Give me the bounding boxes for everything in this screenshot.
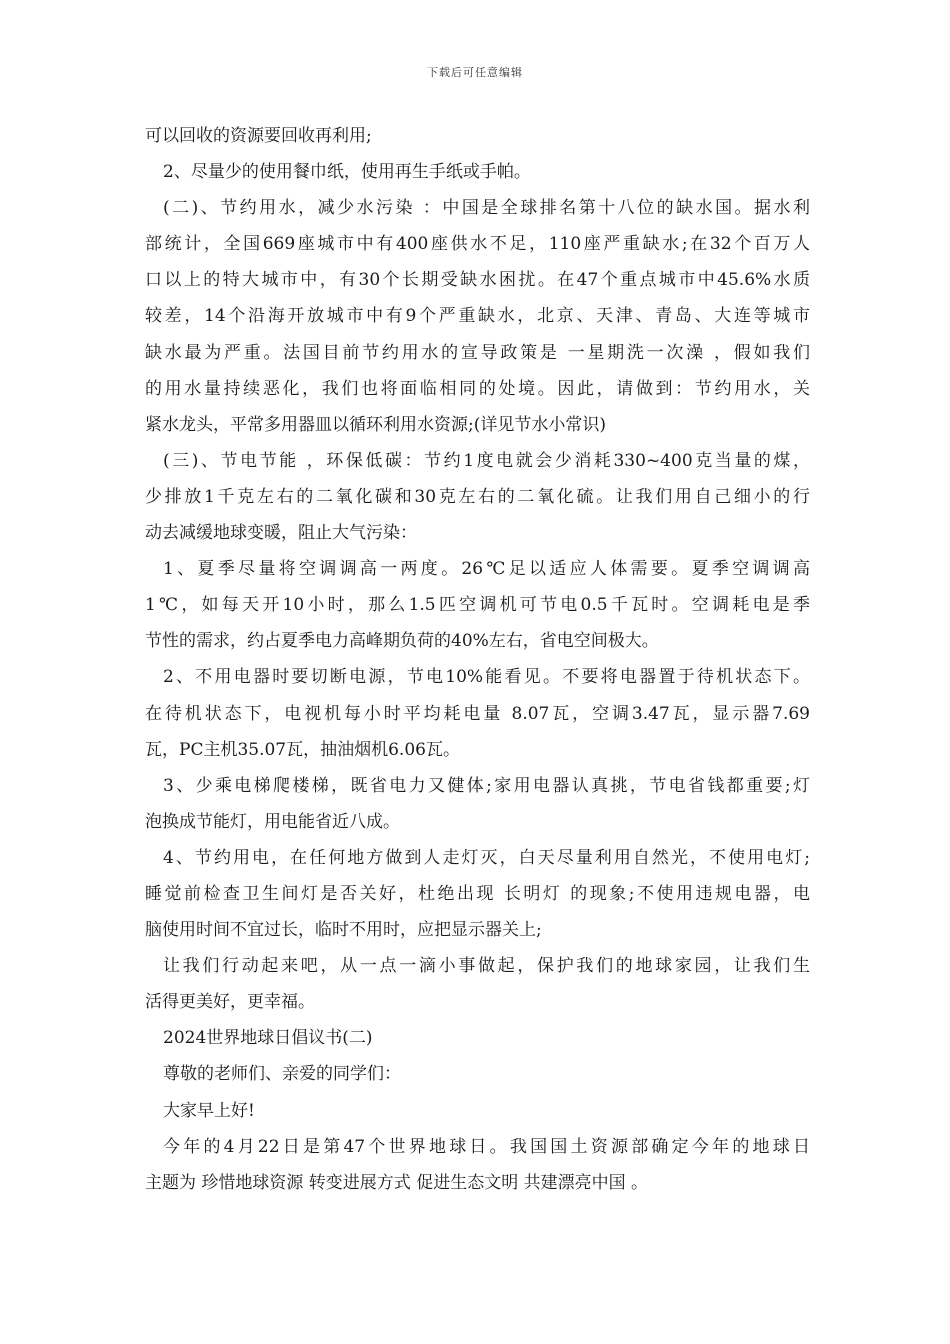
text-line: 口以上的特大城市中，有30个长期受缺水困扰。在47个重点城市中45.6%水质 <box>145 270 810 291</box>
text-line: 少排放1千克左右的二氧化碳和30克左右的二氧化硫。让我们用自己细小的行 <box>145 486 810 507</box>
text-line: 睡觉前检查卫生间灯是否关好，杜绝出现 长明灯 的现象;不使用违规电器，电 <box>145 883 810 904</box>
text-line: 3、少乘电梯爬楼梯，既省电力又健体;家用电器认真挑，节电省钱都重要;灯 <box>163 775 810 796</box>
text-line: 节性的需求，约占夏季电力高峰期负荷的40%左右，省电空间极大。 <box>145 631 659 652</box>
text-line: 泡换成节能灯，用电能省近八成。 <box>145 811 400 832</box>
text-line: 可以回收的资源要回收再利用; <box>145 126 372 146</box>
page-header: 下载后可任意编辑 <box>427 66 523 79</box>
text-line: 1、夏季尽量将空调调高一两度。26℃足以适应人体需要。夏季空调调高 <box>163 559 810 580</box>
text-line: 瓦，PC主机35.07瓦，抽油烟机6.06瓦。 <box>145 739 460 760</box>
text-line: 主题为 珍惜地球资源 转变进展方式 促进生态文明 共建漂亮中国 。 <box>145 1172 649 1193</box>
text-line: 让我们行动起来吧，从一点一滴小事做起，保护我们的地球家园，让我们生 <box>163 956 810 977</box>
text-line: 1℃，如每天开10小时，那么1.5匹空调机可节电0.5千瓦时。空调耗电是季 <box>145 595 810 616</box>
text-line: 的用水量持续恶化，我们也将面临相同的处境。因此，请做到：节约用水，关 <box>145 378 810 399</box>
text-line: 在待机状态下，电视机每小时平均耗电量 8.07瓦，空调3.47瓦，显示器7.69 <box>145 703 810 724</box>
text-line: 2、不用电器时要切断电源，节电10%能看见。不要将电器置于待机状态下。 <box>163 667 810 688</box>
text-line: 脑使用时间不宜过长，临时不用时，应把显示器关上; <box>145 920 542 941</box>
text-line: 紧水龙头，平常多用器皿以循环利用水资源;(详见节水小常识) <box>145 414 606 435</box>
text-line: 较差，14个沿海开放城市中有9个严重缺水，北京、天津、青岛、大连等城市 <box>145 306 810 327</box>
text-line: (三)、节电节能 ，环保低碳：节约1度电就会少消耗330~400克当量的煤， <box>163 450 810 471</box>
text-line: 今年的4月22日是第47个世界地球日。我国国土资源部确定今年的地球日 <box>163 1136 810 1157</box>
text-line: 部统计，全国669座城市中有400座供水不足，110座严重缺水;在32个百万人 <box>145 234 810 255</box>
text-line: 2024世界地球日倡议书(二) <box>163 1028 373 1049</box>
text-line: 尊敬的老师们、亲爱的同学们： <box>163 1064 401 1085</box>
text-line: 4、节约用电，在任何地方做到人走灯灭，白天尽量利用自然光，不使用电灯; <box>163 847 810 868</box>
document-body <box>145 118 810 1201</box>
text-line: 活得更美好，更幸福。 <box>145 992 315 1013</box>
text-line: 缺水最为严重。法国目前节约用水的宣导政策是 一星期洗一次澡 ，假如我们 <box>145 342 810 363</box>
text-line: 动去减缓地球变暖，阻止大气污染： <box>145 523 417 544</box>
text-line: 2、尽量少的使用餐巾纸，使用再生手纸或手帕。 <box>163 162 531 183</box>
text-line: (二)、节约用水，减少水污染 ：中国是全球排名第十八位的缺水国。据水利 <box>163 198 810 219</box>
text-line: 大家早上好! <box>163 1100 255 1121</box>
